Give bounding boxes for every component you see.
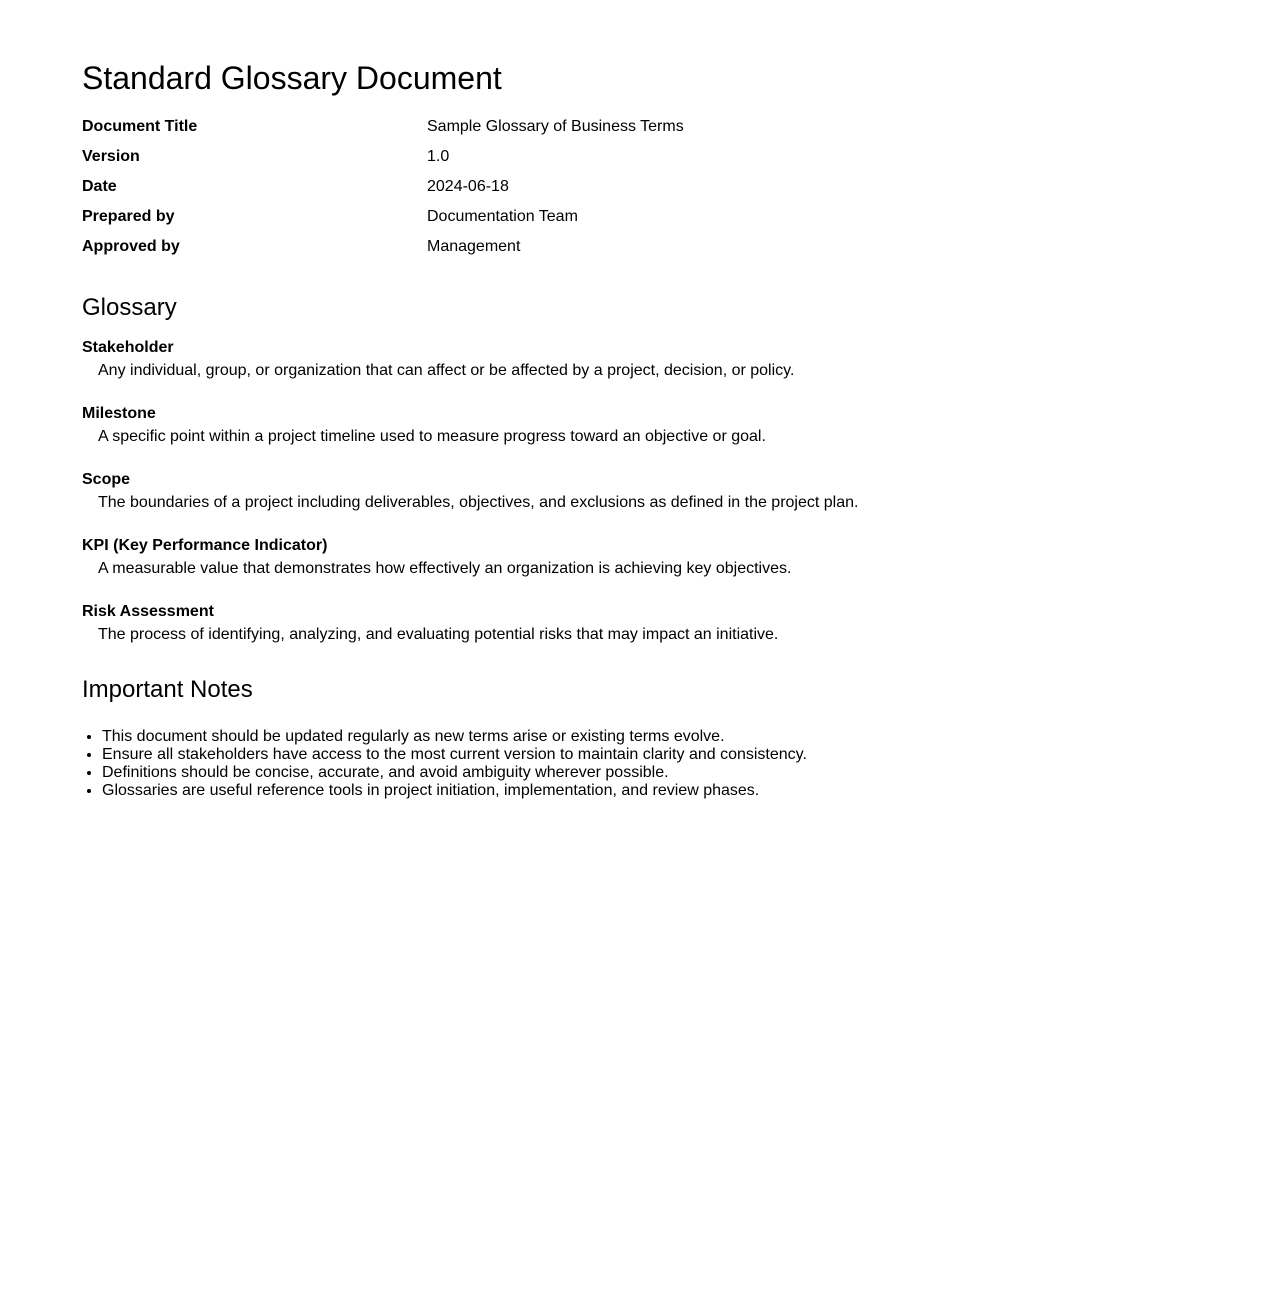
glossary-entry-scope — [82, 469, 858, 535]
glossary-entry-stakeholder — [82, 337, 858, 403]
metadata-row-date — [82, 172, 684, 202]
metadata-label: Document Title — [82, 118, 198, 135]
glossary-list — [82, 337, 858, 667]
notes-list-item: • Ensure all stakeholders have access to the most current version to maintain clarity and consistency. — [102, 746, 807, 764]
metadata-value: Sample Glossary of Business Terms — [427, 118, 684, 135]
glossary-definition: A specific point within a project timeline used to measure progress toward an objective or goal. — [98, 428, 766, 445]
metadata-row-prepared-by — [82, 202, 684, 232]
notes-list-item: • Definitions should be concise, accurate, and avoid ambiguity wherever possible. — [102, 764, 807, 782]
metadata-value: 2024-06-18 — [427, 178, 509, 195]
document-metadata-table — [82, 112, 684, 262]
glossary-entry-milestone — [82, 403, 858, 469]
glossary-term: Milestone — [82, 405, 156, 422]
glossary-term: Risk Assessment — [82, 603, 214, 620]
page-title: Standard Glossary Document — [82, 60, 502, 96]
glossary-term: KPI (Key Performance Indicator) — [82, 537, 328, 554]
notes-list-item: • This document should be updated regularly as new terms arise or existing terms evolve. — [102, 728, 807, 746]
metadata-row-version — [82, 142, 684, 172]
glossary-definition: The boundaries of a project including deliverables, objectives, and exclusions as defined in the project plan. — [98, 494, 859, 511]
notes-heading: Important Notes — [82, 676, 253, 703]
metadata-row-document-title — [82, 112, 684, 142]
glossary-term: Stakeholder — [82, 339, 174, 356]
metadata-row-approved-by — [82, 232, 684, 262]
notes-list-item: • Glossaries are useful reference tools in project initiation, implementation, and review phases. — [102, 782, 807, 800]
metadata-value: Documentation Team — [427, 208, 578, 225]
glossary-heading: Glossary — [82, 294, 177, 321]
metadata-label: Date — [82, 178, 117, 195]
metadata-label: Approved by — [82, 238, 180, 255]
notes-list — [82, 728, 807, 800]
glossary-definition: A measurable value that demonstrates how effectively an organization is achieving key objectives. — [98, 560, 792, 577]
glossary-definition: The process of identifying, analyzing, and evaluating potential risks that may impact an initiative. — [98, 626, 779, 643]
metadata-label: Version — [82, 148, 140, 165]
metadata-value: 1.0 — [427, 148, 450, 165]
metadata-value: Management — [427, 238, 521, 255]
glossary-definition: Any individual, group, or organization that can affect or be affected by a project, decision, or policy. — [98, 362, 795, 379]
metadata-label: Prepared by — [82, 208, 175, 225]
glossary-term: Scope — [82, 471, 131, 488]
glossary-entry-kpi — [82, 535, 858, 601]
glossary-entry-risk-assessment — [82, 601, 858, 667]
